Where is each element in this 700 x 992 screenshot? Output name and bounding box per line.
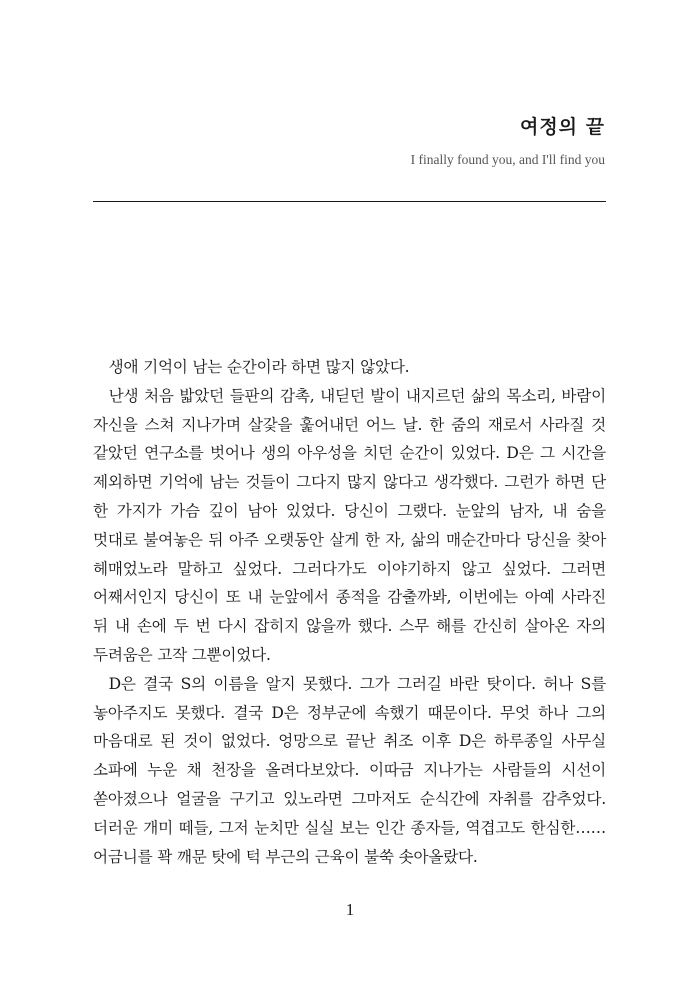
page-subtitle: I finally found you, and I'll find you xyxy=(410,152,605,167)
paragraph-3: D은 결국 S의 이름을 알지 못했다. 그가 그러길 바란 탓이다. 허나 S를 놓아주지도 못했다. 결국 D은 정부군에 속했기 때문이다. 무엇 하나 그의 마음대로 된 것이 없었다. 엉망으로 끝난 취조 이후 D은 하루종일 사무실 소파에 누운 채 천장을 올려다보았다. 이따금 지나가는 사람들의 시선이 쏟아졌으나 얼굴을 구기고 있노라면 그마저도 순식간에 자취를 감추었다. 더러운 개미 떼들, 그저 눈치만 실실 보는 인간 종자들, 역겹고도 한심한…… 어금니를 꽉 깨문 탓에 턱 부근의 근육이 불쑥 솟아올랐다. xyxy=(93,674,606,866)
page-number: 1 xyxy=(345,900,355,919)
page-title: 여정의 끝 xyxy=(519,116,605,138)
paragraph-1: 생애 기억이 남는 순간이라 하면 많지 않았다. xyxy=(108,358,410,376)
paragraph-2: 난생 처음 밟았던 들판의 감촉, 내딛던 발이 내지르던 삶의 목소리, 바람이 자신을 스쳐 지나가며 살갗을 훑어내던 어느 날. 한 줌의 재로서 사라질 것 같았던 연구소를 벗어나 생의 아우성을 치던 순간이 있었다. D은 그 시간을 제외하면 기억에 남는 것들이 그다지 많지 않다고 생각했다. 그런가 하면 단 한 가지가 가슴 깊이 남아 있었다. 당신이 그랬다. 눈앞의 남자, 내 숨을 멋대로 불여놓은 뒤 아주 오랫동안 살게 한 자, 삶의 매순간마다 당신을 찾아 헤매었노라 말하고 싶었다. 그러다가도 이야기하지 않고 싶었다. 그러면 어째서인지 당신이 또 내 눈앞에서 종적을 감출까봐, 이번에는 아예 사라진 뒤 내 손에 두 번 다시 잡히지 않을까 했다. 스무 해를 간신히 살아온 자의 두려움은 고작 그뿐이었다. xyxy=(93,386,606,664)
body-text xyxy=(93,353,606,871)
title-divider xyxy=(93,201,606,202)
